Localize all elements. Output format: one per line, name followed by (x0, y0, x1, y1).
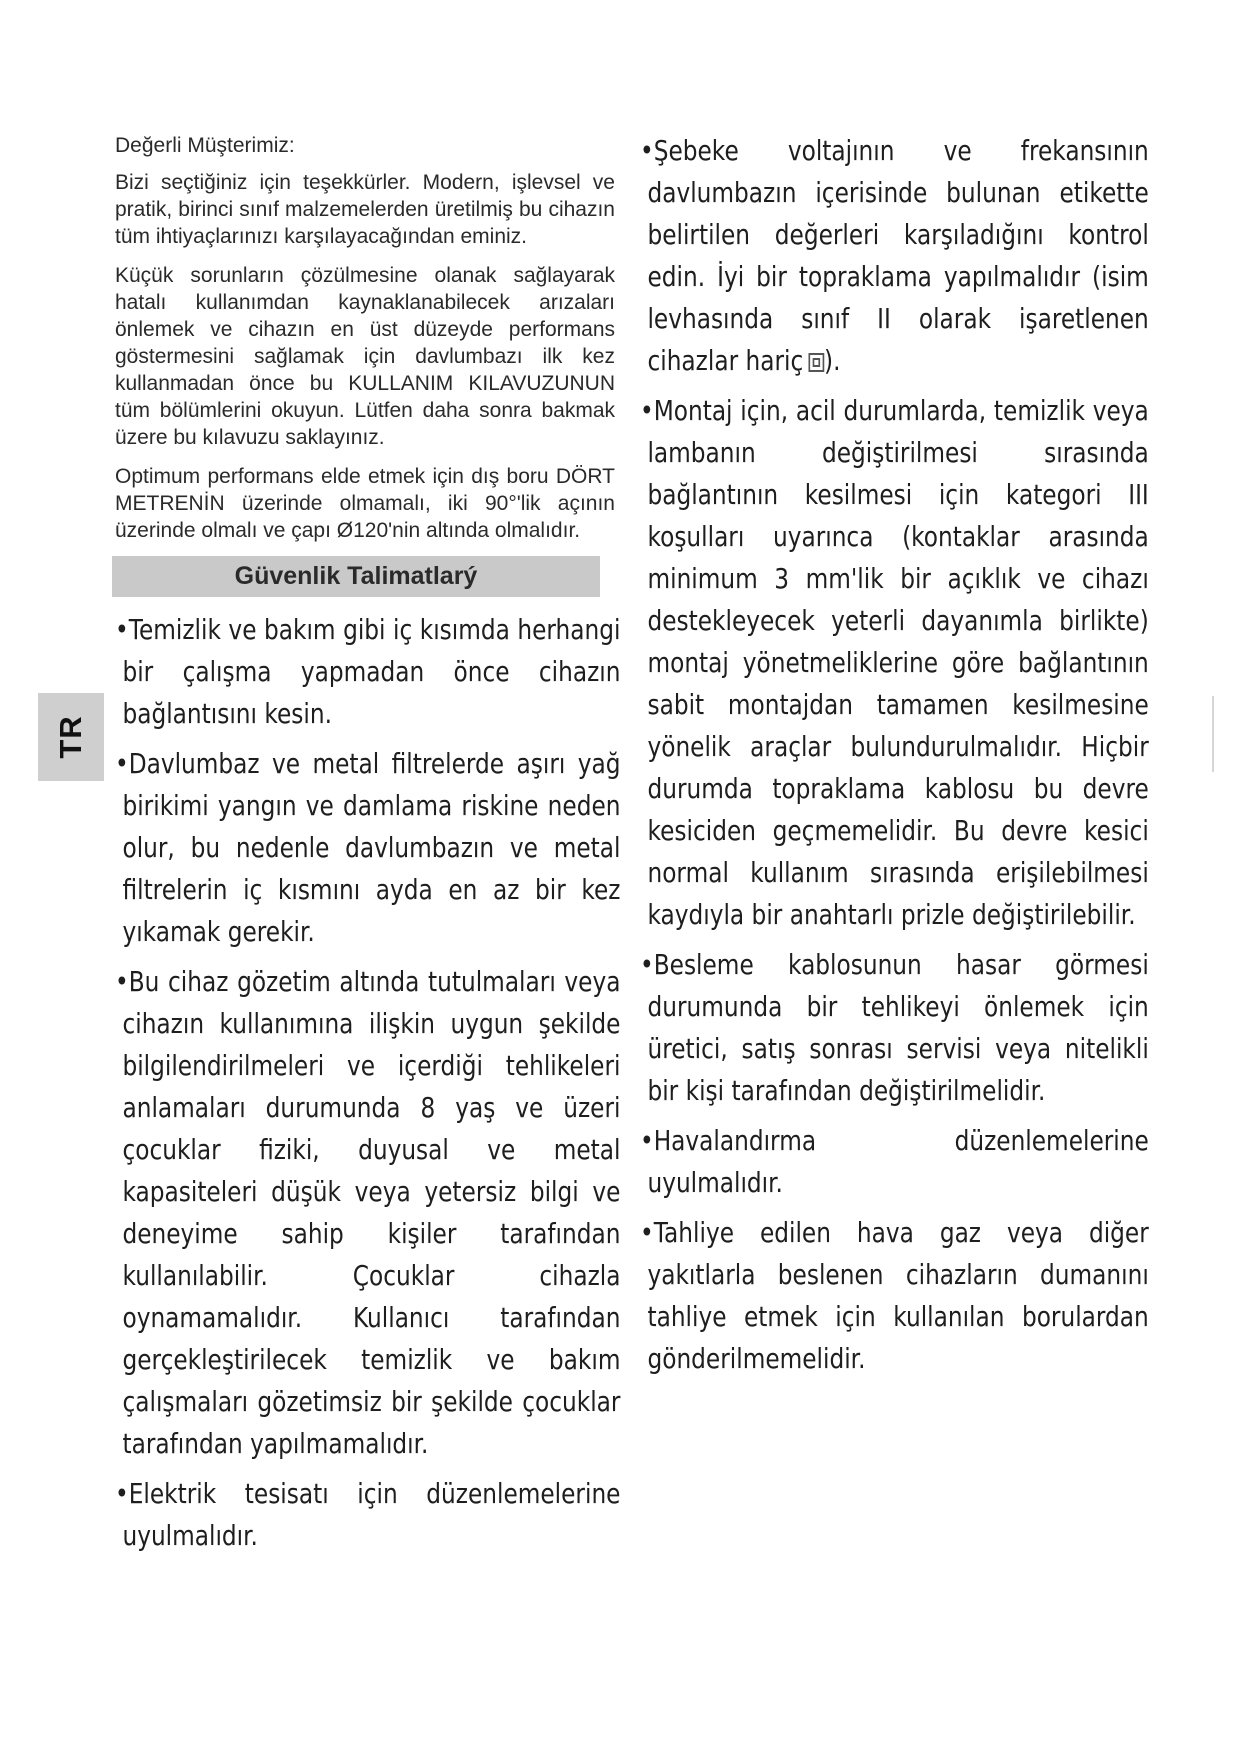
safety-item: •Temizlik ve bakım gibi iç kısımda herhangi bir çalışma yapmadan önce cihazın bağlantısını kesin. (115, 613, 621, 730)
safety-item: •Davlumbaz ve metal filtrelerde aşırı yağ birikimi yangın ve damlama riskine neden olur, bu nedenle davlumbazın ve metal filtrelerin iç kısmını ayda en az bir kez yıkamak gerekir. (115, 747, 621, 948)
language-tab-label: TR (53, 715, 88, 759)
safety-item: •Havalandırma düzenlemelerine uyulmalıdır. (640, 1124, 1149, 1199)
safety-item-text: •Şebeke voltajının ve frekansının davlumbazın içerisinde bulunan etikette belirtilen değerleri karşıladığını kontrol edin. İyi bir topraklama yapılmalıdır (isim levhasında sınıf II olarak işaretlenen cihazlar hariç (640, 134, 1149, 377)
safety-item: •Elektrik tesisatı için düzenlemelerine uyulmalıdır. (115, 1477, 621, 1552)
class-ii-icon (808, 353, 824, 372)
safety-item: •Tahliye edilen hava gaz veya diğer yakıtlarla beslenen cihazların dumanını tahliye etmek için kullanılan borulardan gönderilmemelidir. (640, 1216, 1149, 1375)
intro-paragraph: Optimum performans elde etmek için dış boru DÖRT METRENİN üzerinde olmamalı, iki 90°'lik açının üzerinde olmalı ve çapı Ø120'nin altında olmalıdır. (115, 465, 615, 542)
safety-item: •Besleme kablosunun hasar görmesi durumunda bir tehlikeyi önlemek için üretici, satış sonrası servisi veya nitelikli bir kişi tarafından değiştirilmelidir. (640, 948, 1149, 1107)
left-column (115, 132, 621, 1565)
safety-item-text-end: ). (824, 344, 841, 377)
safety-item (640, 130, 1149, 382)
intro-paragraph: Bizi seçtiğiniz için teşekkürler. Modern, işlevsel ve pratik, birinci sınıf malzemelerden üretilmiş bu cihazın tüm ihtiyaçlarınızı karşılayacağından eminiz. (115, 171, 615, 248)
right-column (640, 130, 1149, 1388)
safety-heading: Güvenlik Talimatlarý (234, 562, 478, 590)
language-tab (38, 693, 104, 781)
page-edge-mark (1212, 696, 1214, 772)
safety-heading-bar (112, 556, 600, 597)
safety-item: •Montaj için, acil durumlarda, temizlik veya lambanın değiştirilmesi sırasında bağlantının kesilmesi için kategori III koşulları uyarınca (kontaklar arasında minimum 3 mm'lik bir açıklık ve cihazı destekleyecek yeterli dayanımla birlikte) montaj yönetmeliklerine göre bağlantının sabit montajdan tamamen kesilmesine yönelik araçlar bulundurulmalıdır. Hiçbir durumda topraklama kablosu bu devre kesiciden geçmemelidir. Bu devre kesici normal kullanım sırasında erişilebilmesi kaydıyla bir anahtarlı prizle değiştirilebilir. (640, 394, 1149, 931)
safety-item: •Bu cihaz gözetim altında tutulmaları veya cihazın kullanımına ilişkin uygun şekilde bilgilendirilmeleri ve içerdiği tehlikeleri anlamaları durumunda 8 yaş ve üzeri çocuklar fiziki, duyusal ve metal kapasiteleri düşük veya yetersiz bilgi ve deneyime sahip kişiler tarafından kullanılabilir. Çocuklar cihazla oynamamalıdır. Kullanıcı tarafından gerçekleştirilecek temizlik ve bakım çalışmaları gözetimsiz bir şekilde çocuklar tarafından yapılmamalıdır. (115, 965, 621, 1460)
intro-paragraph: Küçük sorunların çözülmesine olanak sağlayarak hatalı kullanımdan kaynaklanabilecek arızaları önlemek ve cihazın en üst düzeyde performans göstermesini sağlamak için davlumbazı ilk kez kullanmadan önce bu KULLANIM KILAVUZUNUN tüm bölümlerini okuyun. Lütfen daha sonra bakmak üzere bu kılavuzu saklayınız. (115, 264, 615, 449)
greeting: Değerli Müşterimiz: (115, 134, 295, 157)
